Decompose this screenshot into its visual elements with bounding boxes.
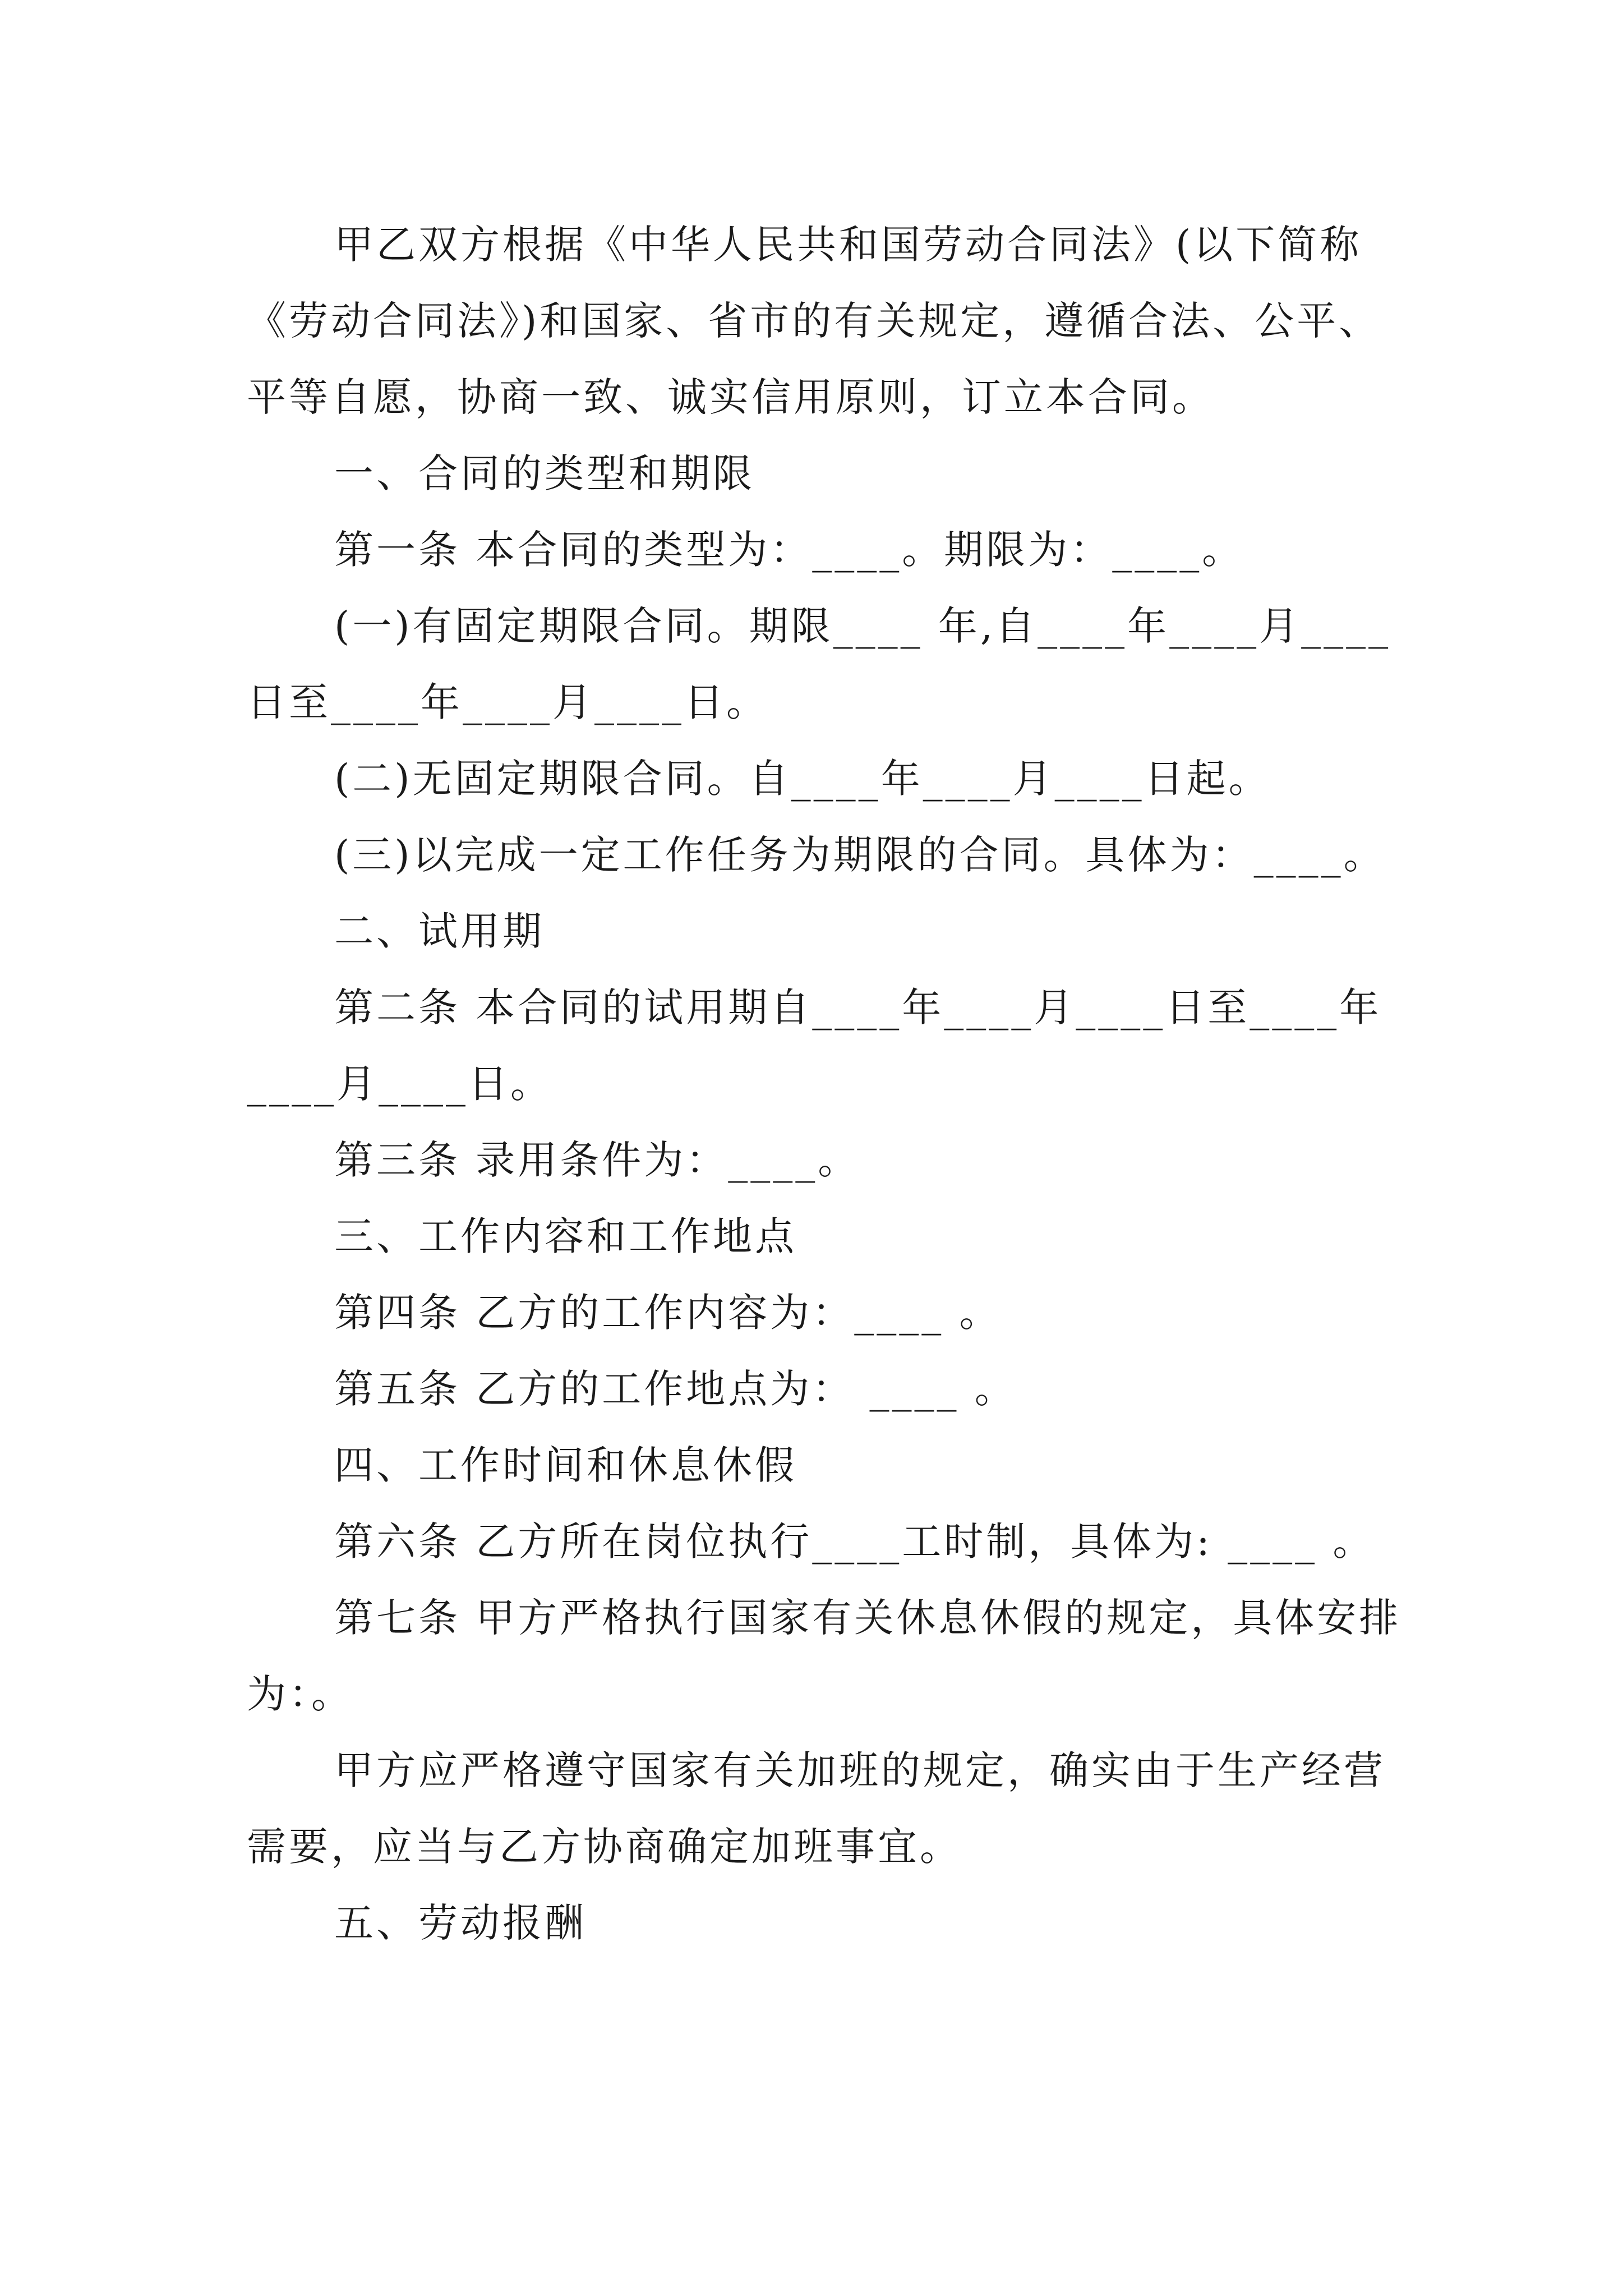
- article-1: 第一条 本合同的类型为：____。期限为：____。: [334, 527, 1244, 573]
- document-body: [247, 206, 1402, 1961]
- paragraph-preamble: 甲乙双方根据《中华人民共和国劳动合同法》(以下简称《劳动合同法》)和国家、省市的有关规定，遵循合法、公平、平等自愿，协商一致、诚实信用原则，订立本合同。: [247, 222, 1381, 420]
- section-heading-remuneration: 五、劳动报酬: [334, 1900, 587, 1946]
- clause-task-based-term: (三)以完成一定工作任务为期限的合同。具体为：____。: [334, 832, 1386, 878]
- clause-fixed-term: (一)有固定期限合同。期限____ 年,自____年____月____日至____年____月____日。: [247, 603, 1391, 725]
- article-3: 第三条 录用条件为：____。: [334, 1137, 860, 1183]
- article-7: 第七条 甲方严格执行国家有关休息休假的规定，具体安排为：。: [247, 1595, 1401, 1717]
- article-4: 第四条 乙方的工作内容为：____ 。: [334, 1290, 1002, 1336]
- section-heading-probation: 二、试用期: [334, 908, 545, 954]
- clause-open-term: (二)无固定期限合同。自____年____月____日起。: [334, 756, 1271, 802]
- section-heading-working-hours-and-leave: 四、工作时间和休息休假: [334, 1442, 797, 1488]
- article-2: 第二条 本合同的试用期自____年____月____日至____年____月____日。: [247, 984, 1382, 1107]
- article-6: 第六条 乙方所在岗位执行____工时制，具体为: ____ 。: [334, 1519, 1375, 1565]
- paragraph-overtime: 甲方应严格遵守国家有关加班的规定，确实由于生产经营需要，应当与乙方协商确定加班事宜。: [247, 1747, 1386, 1870]
- article-5: 第五条 乙方的工作地点为： ____ 。: [334, 1366, 1017, 1412]
- section-heading-contract-type-and-term: 一、合同的类型和期限: [334, 450, 755, 496]
- section-heading-work-content-and-location: 三、工作内容和工作地点: [334, 1213, 797, 1259]
